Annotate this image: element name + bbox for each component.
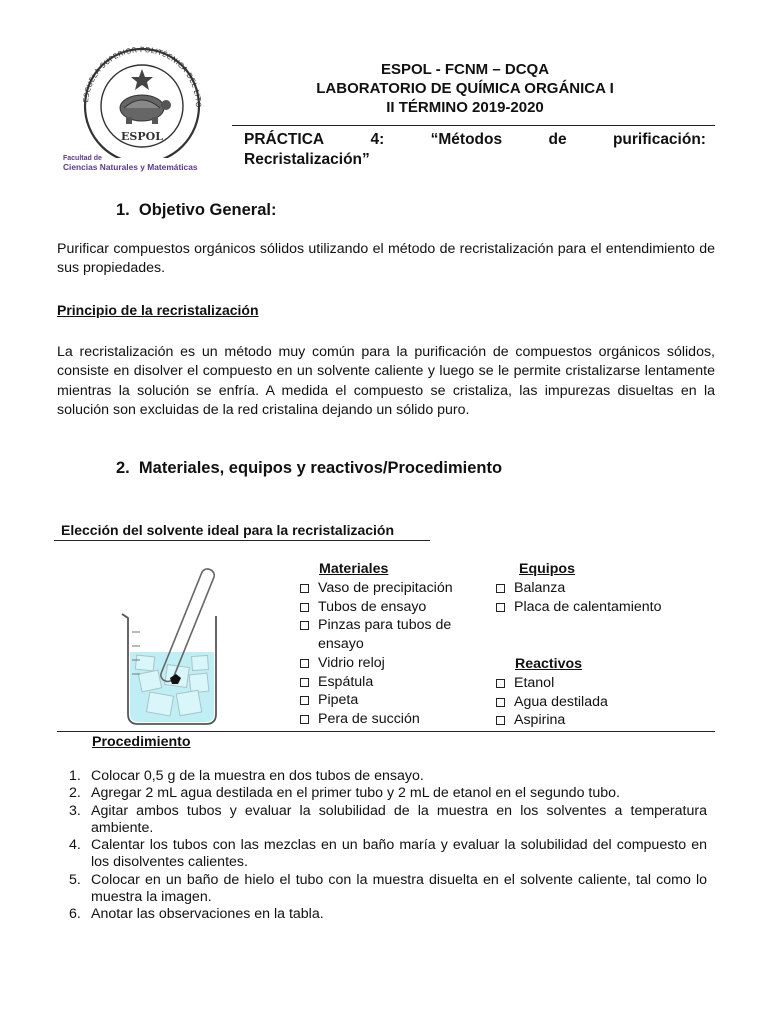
list-item: Pipeta [300, 691, 480, 710]
procedure-step: 4. Calentar los tubos con las mezclas en un baño maría y evaluar la solubilidad del compuesto en los disolventes calientes. [69, 837, 707, 871]
section-divider [57, 731, 715, 732]
section1-heading: 1. Objetivo General: [116, 201, 277, 219]
checkbox-icon [300, 678, 309, 687]
checkbox-icon [496, 698, 505, 707]
procedure-list [57, 768, 707, 924]
espol-seal-icon [60, 46, 230, 158]
lab-title: LABORATORIO DE QUÍMICA ORGÁNICA I [316, 80, 614, 97]
list-item: Vidrio reloj [300, 654, 480, 673]
procedure-step: 6. Anotar las observaciones en la tabla. [69, 906, 324, 923]
procedure-step: 2. Agregar 2 mL agua destilada en el primer tubo y 2 mL de etanol en el segundo tubo. [69, 785, 620, 802]
solvent-subheading: Elección del solvente ideal para la recristalización [61, 522, 395, 538]
list-item: Agua destilada [496, 693, 716, 712]
section2-heading: 2. Materiales, equipos y reactivos/Procedimiento [116, 459, 503, 477]
practice-title-line1: PRÁCTICA 4: “Métodos de purificación: [244, 131, 706, 148]
header-titles [232, 60, 698, 117]
subheading-underline [54, 540, 430, 541]
checkbox-icon [300, 621, 309, 630]
practice-title-line2: Recristalización” [244, 151, 370, 168]
header-divider [232, 125, 715, 126]
list-item: Balanza [496, 579, 716, 598]
procedure-step: 3. Agitar ambos tubos y evaluar la solubilidad de la muestra en los solventes a temperatura ambiente. [69, 802, 707, 836]
institution-title: ESPOL - FCNM – DCQA [380, 61, 550, 78]
term-title: II TÉRMINO 2019-2020 [386, 99, 544, 116]
faculty-label: Facultad de Ciencias Naturales y Matemáticas [63, 155, 198, 172]
list-item: Placa de calentamiento [496, 598, 716, 617]
materials-title: Materiales [319, 561, 389, 577]
checkbox-icon [300, 603, 309, 612]
list-item: Espátula [300, 673, 480, 692]
procedure-title: Procedimiento [92, 734, 191, 750]
reagents-title: Reactivos [515, 656, 583, 672]
checkbox-icon [300, 715, 309, 724]
espol-logo [60, 46, 230, 176]
list-item: Pinzas para tubos de ensayo [300, 616, 480, 653]
procedure-step: 1. Colocar 0,5 g de la muestra en dos tubos de ensayo. [69, 768, 424, 784]
list-item: Tubos de ensayo [300, 598, 480, 617]
objective-text: Purificar compuestos orgánicos sólidos utilizando el método de recristalización para el entendimiento de sus propiedades. [57, 241, 715, 276]
svg-text:ESPOL: ESPOL [121, 130, 163, 143]
checkbox-icon [496, 716, 505, 725]
materials-list [300, 560, 480, 729]
checkbox-icon [496, 603, 505, 612]
list-item: Vaso de precipitación [300, 579, 480, 598]
principle-heading: Principio de la recristalización [57, 302, 259, 318]
ice-bath-illustration [118, 562, 230, 728]
list-item: Aspirina [496, 711, 716, 730]
reagents-list [496, 655, 716, 730]
list-item: Etanol [496, 674, 716, 693]
svg-text:ESCUELA SUPERIOR POLITÉCNICA D: ESCUELA SUPERIOR POLITÉCNICA DEL LITO [81, 46, 204, 108]
checkbox-icon [300, 659, 309, 668]
equipment-list [496, 560, 716, 616]
checkbox-icon [496, 679, 505, 688]
checkbox-icon [300, 696, 309, 705]
practice-title [244, 130, 706, 170]
procedure-step: 5. Colocar en un baño de hielo el tubo con la muestra disuelta en el solvente caliente, tal como lo muestra la imagen. [69, 871, 707, 906]
principle-text: La recristalización es un método muy común para la purificación de compuestos orgánicos sólidos, consiste en disolver el compuesto en un solvente caliente y luego se le permite cristalizarse lentamente mientras la solución se enfría. A medida el compuesto se cristaliza, las impurezas disueltas en la solución son excluidas de la red cristalina dejando un sólido puro. [57, 344, 715, 419]
list-item: Pera de succión [300, 710, 480, 729]
checkbox-icon [300, 584, 309, 593]
checkbox-icon [496, 584, 505, 593]
equipment-title: Equipos [519, 561, 575, 577]
